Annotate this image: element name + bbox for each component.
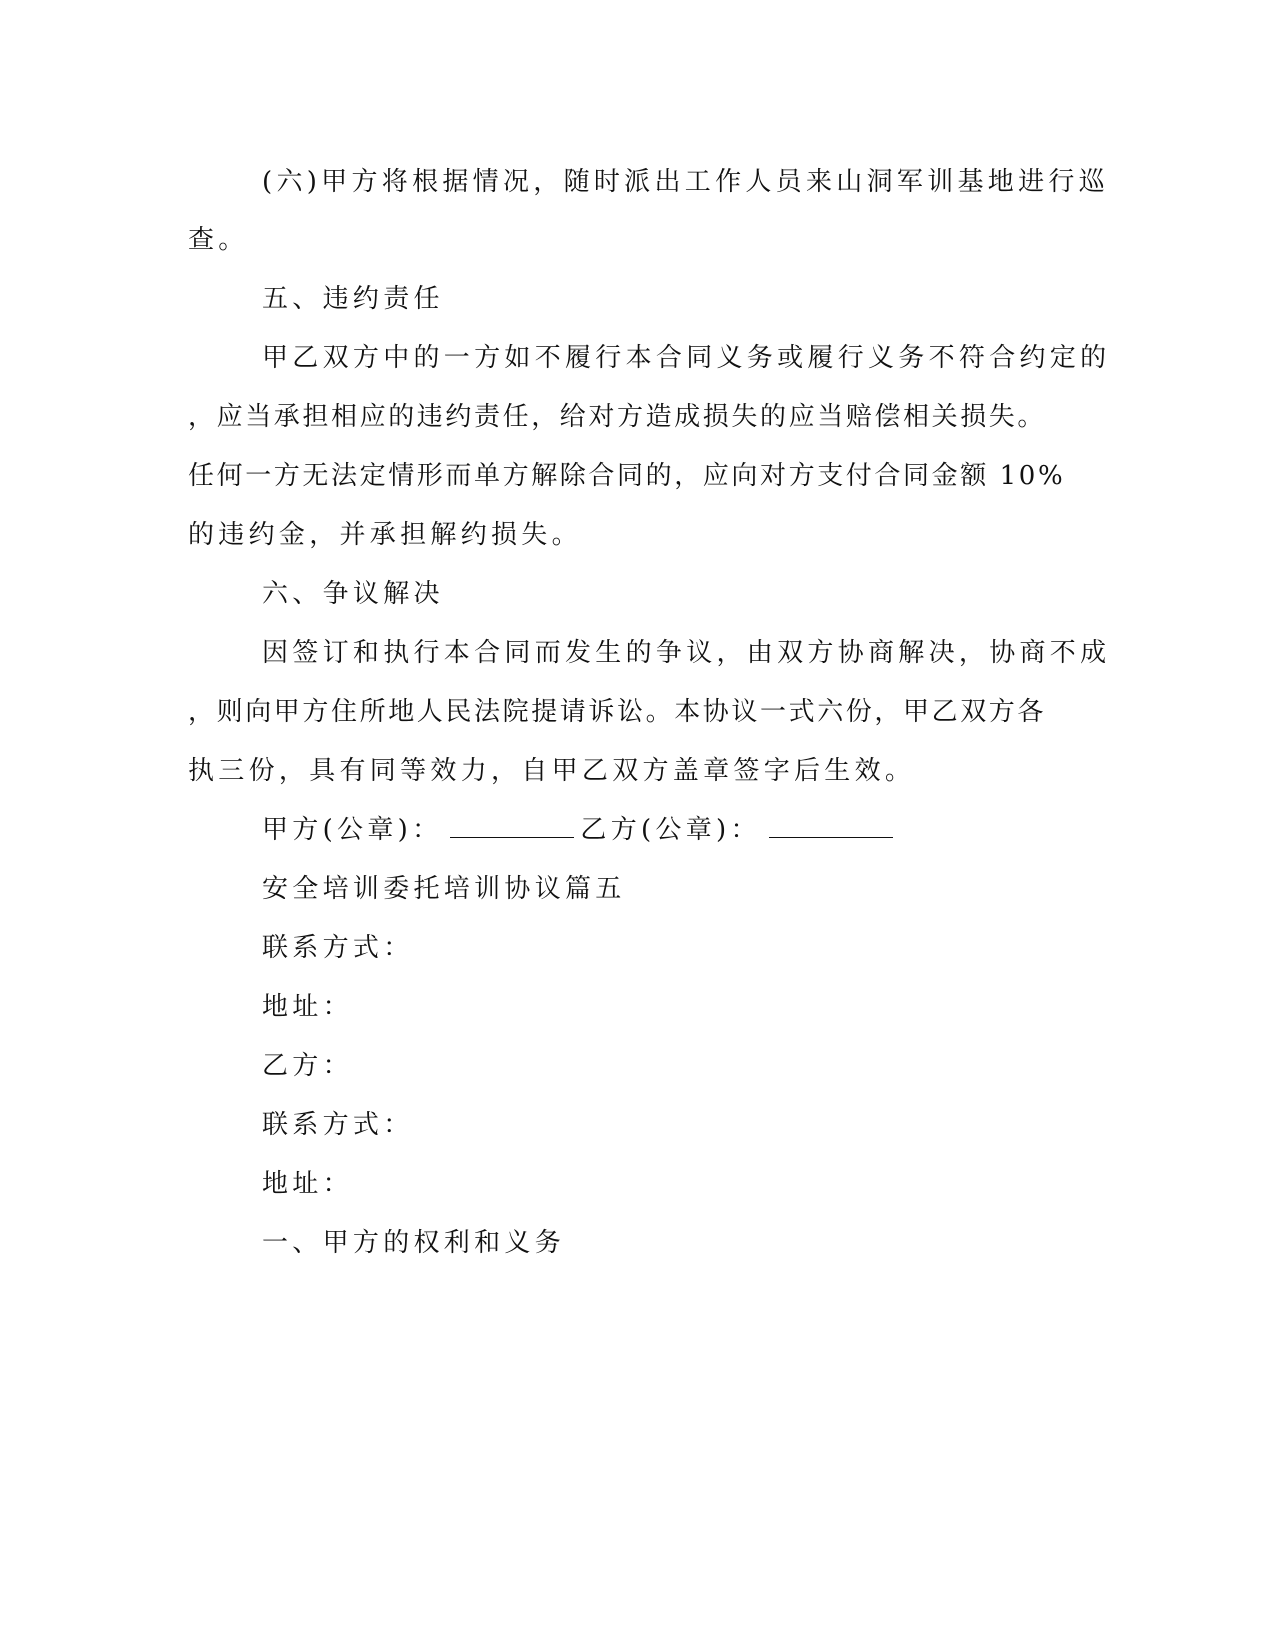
party-b-seal-label: 乙方(公章)： bbox=[580, 815, 761, 845]
paragraph-dispute-line-2: ，则向甲方住所地人民法院提请诉讼。本协议一式六份，甲乙双方各 bbox=[188, 697, 1047, 727]
paragraph-dispute-line-1: 因签订和执行本合同而发生的争议，由双方协商解决，协商不成 bbox=[262, 638, 1111, 668]
address-label-2: 地址： bbox=[262, 1169, 353, 1199]
section-heading-breach: 五、违约责任 bbox=[262, 284, 444, 314]
section-heading-party-a-rights: 一、甲方的权利和义务 bbox=[262, 1228, 566, 1258]
paragraph-inspection-line-2: 查。 bbox=[188, 225, 249, 255]
paragraph-breach-line-3: 任何一方无法定情形而单方解除合同的，应向对方支付合同金额 10% bbox=[188, 461, 1066, 491]
party-b-label: 乙方： bbox=[262, 1051, 353, 1081]
party-a-seal-label: 甲方(公章)： bbox=[262, 815, 443, 845]
paragraph-inspection-line-1: (六)甲方将根据情况，随时派出工作人员来山洞军训基地进行巡 bbox=[262, 167, 1109, 197]
contact-label-2: 联系方式： bbox=[262, 1110, 414, 1140]
paragraph-breach-line-4: 的违约金，并承担解约损失。 bbox=[188, 520, 582, 550]
party-b-signature-blank bbox=[769, 815, 893, 838]
party-a-signature-blank bbox=[450, 815, 574, 838]
paragraph-breach-line-1: 甲乙双方中的一方如不履行本合同义务或履行义务不符合约定的 bbox=[262, 343, 1111, 373]
paragraph-dispute-line-3: 执三份，具有同等效力，自甲乙双方盖章签字后生效。 bbox=[188, 756, 916, 786]
section-heading-dispute: 六、争议解决 bbox=[262, 579, 444, 609]
agreement-title-part-five: 安全培训委托培训协议篇五 bbox=[262, 874, 626, 904]
paragraph-breach-line-2: ，应当承担相应的违约责任，给对方造成损失的应当赔偿相关损失。 bbox=[188, 402, 1047, 432]
signature-line bbox=[262, 814, 899, 846]
contact-label-1: 联系方式： bbox=[262, 933, 414, 963]
address-label-1: 地址： bbox=[262, 992, 353, 1022]
